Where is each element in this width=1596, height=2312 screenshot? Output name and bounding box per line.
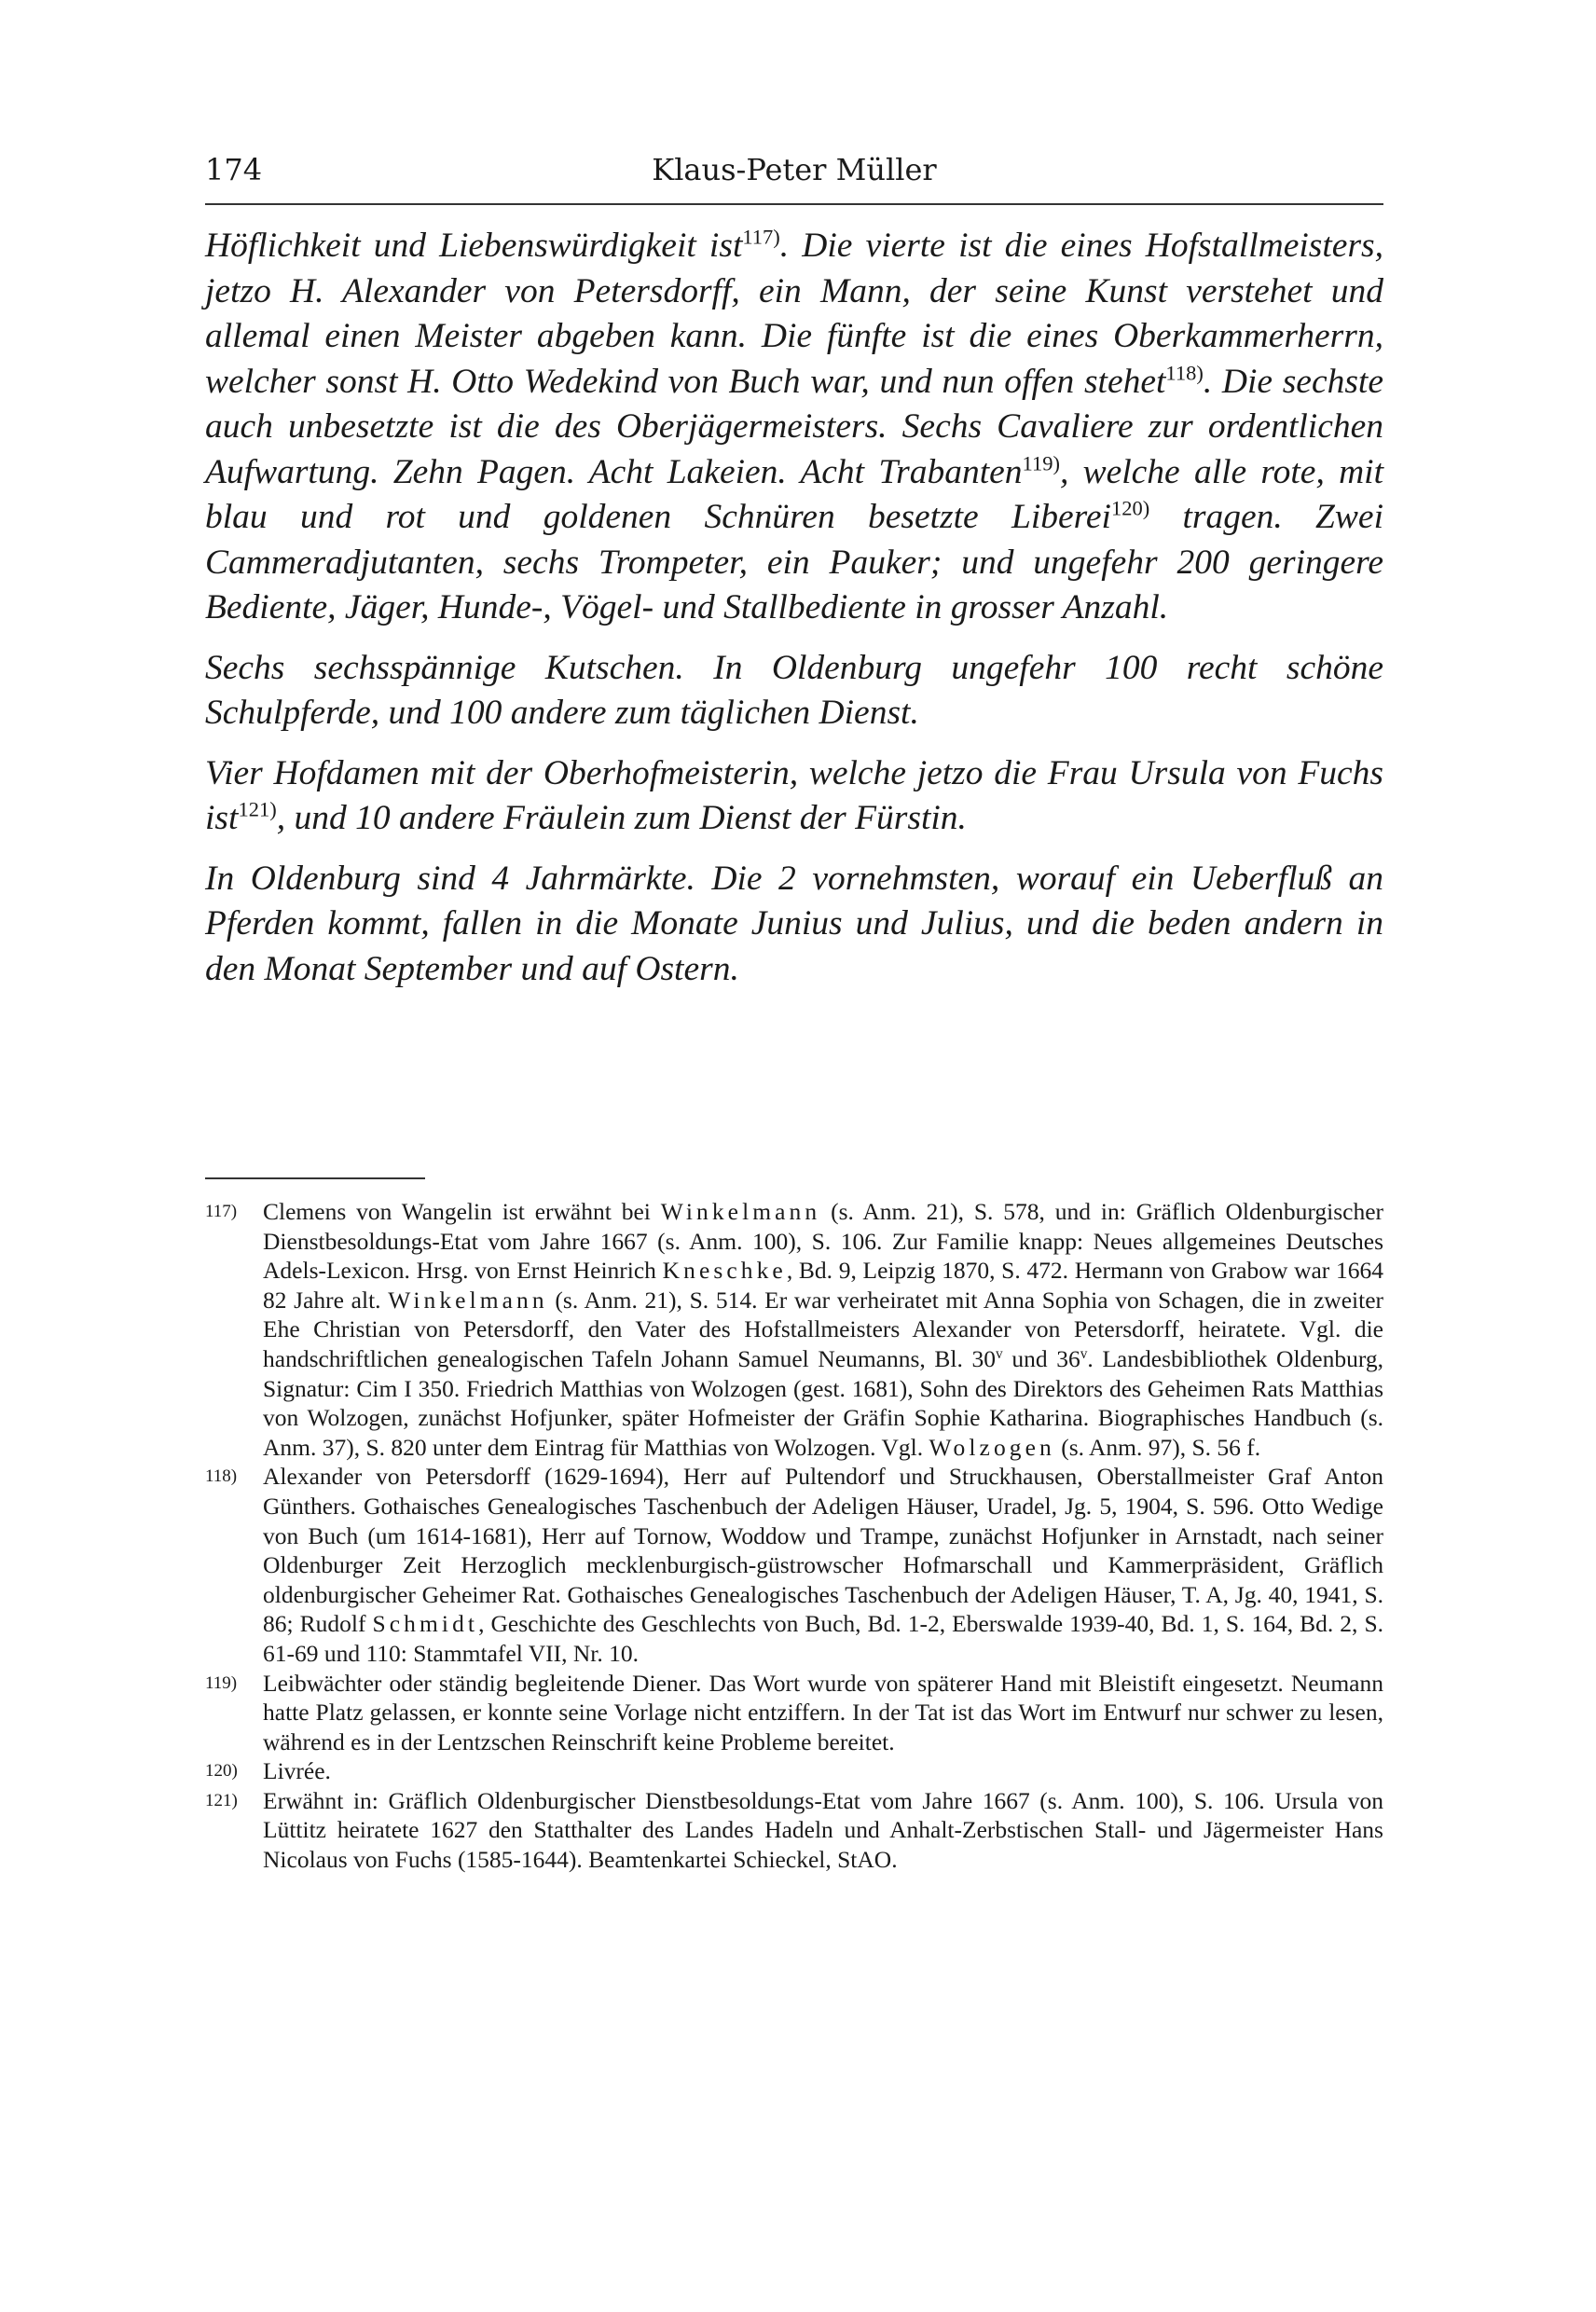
header-rule xyxy=(205,203,1383,205)
spaced-name: Winkelmann xyxy=(660,1198,821,1225)
running-head-author: Klaus-Peter Müller xyxy=(652,152,937,187)
paragraph-4: In Oldenburg sind 4 Jahrmärkte. Die 2 vornehmsten, worauf ein Ueberfluß an Pferden kommt, fallen in die Monate Junius und Julius, und die beden andern in den Monat September und auf Ostern. xyxy=(205,859,1383,988)
footnote-ref: 119) xyxy=(1022,451,1060,475)
text-run: , welche alle rote, mit blau und rot und goldenen Schnüren besetzte Liberei xyxy=(205,452,1383,536)
footnote-ref: 117) xyxy=(742,225,780,249)
text-run: , Geschichte des Geschlechts von Buch, Bd. 1-2, Eberswalde 1939-40, Bd. 1, S. 164, Bd. 2, S. 61-69 und 110: Stammtafel VII, Nr. 10. xyxy=(263,1610,1384,1667)
text-run: . Die sechste auch unbesetzte ist die des Oberjägermeisters. Sechs Cavaliere zur ordentlichen Aufwartung. Zehn Pagen. Acht Lakeien. Acht Trabanten xyxy=(205,362,1383,491)
page-number: 174 xyxy=(205,152,263,187)
footnote-ref: 118) xyxy=(1165,361,1204,384)
text-run: Vier Hofdamen mit der Oberhofmeisterin, welche jetzo die Frau Ursula von Fuchs ist xyxy=(205,753,1383,837)
footnote-text: Leibwächter oder ständig begleitende Diener. Das Wort wurde von späterer Hand mit Bleistift eingesetzt. Neumann hatte Platz gelassen, er konnte seine Vorlage nicht entziffern. In der Tat ist das Wort im Entwurf nur schwer zu lesen, während es in der Lentzschen Reinschrift keine Probleme bereitet. xyxy=(263,1669,1383,1755)
text-run: (s. Anm. 97), S. 56 f. xyxy=(1054,1433,1261,1461)
spaced-name: Wolzogen xyxy=(929,1433,1055,1461)
footnote-118 xyxy=(205,1462,1383,1668)
main-text xyxy=(205,224,1383,1007)
footnote-ref: 120) xyxy=(1110,496,1150,520)
text-run: . Landesbibliothek Oldenburg, Signatur: Cim I 350. Friedrich Matthias von Wolzogen (gest. 1681), Sohn des Direktors des Geheimen Rats Matthias von Wolzogen, zunächst Hofjunker, später Hofmeister der Gräfin Sophie Katharina. Biographisches Handbuch (s. Anm. 37), S. 820 unter dem Eintrag für Matthias von Wolzogen. Vgl. xyxy=(263,1344,1384,1461)
text-run: . Die vierte ist die eines Hofstallmeisters, jetzo H. Alexander von Petersdorff, ein Mann, der seine Kunst verstehet und allemal einen Meister abgeben kann. Die fünfte ist die eines Oberkammerherrn, welcher sonst H. Otto Wedekind von Buch war, und nun offen stehet xyxy=(205,227,1383,401)
verso-mark: v xyxy=(996,1345,1003,1362)
footnote-rule xyxy=(205,1177,425,1179)
spaced-name: Schmidt xyxy=(372,1610,479,1638)
footnote-119 xyxy=(205,1669,1383,1757)
footnote-number: 118) xyxy=(205,1466,238,1487)
footnote-number: 120) xyxy=(205,1761,238,1782)
text-run: Höflichkeit und Liebenswürdigkeit ist xyxy=(205,227,743,265)
footnotes xyxy=(205,1197,1383,1875)
text-run: , und 10 andere Fräulein zum Dienst der Fürstin. xyxy=(276,799,967,837)
footnote-ref: 121) xyxy=(238,797,277,821)
text-run: Clemens von Wangelin ist erwähnt bei xyxy=(263,1198,661,1225)
footnote-text: Erwähnt in: Gräflich Oldenburgischer Dienstbesoldungs-Etat vom Jahre 1667 (s. Anm. 100), S. 106. Ursula von Lüttitz heiratete 1627 den Statthalter des Landes Hadeln und Anhalt-Zerbstischen Stall- und Jägermeister Hans Nicolaus von Fuchs (1585-1644). Beamtenkartei Schieckel, StAO. xyxy=(263,1786,1383,1874)
text-run: , Bd. 9, Leipzig 1870, S. 472. Hermann von Grabow war 1664 82 Jahre alt. xyxy=(263,1257,1383,1314)
footnote-121 xyxy=(205,1786,1383,1875)
spaced-name: Winkelmann xyxy=(388,1286,548,1314)
paragraph-2: Sechs sechsspännige Kutschen. In Oldenburg ungefehr 100 recht schöne Schulpferde, und 100 andere zum täglichen Dienst. xyxy=(205,648,1383,732)
text-run: Alexander von Petersdorff (1629-1694), Herr auf Pultendorf und Struckhausen, Oberstallmeister Graf Anton Günthers. Gothaisches Genealogisches Taschenbuch der Adeligen Häuser, Uradel, Jg. 5, 1904, S. 596. Otto Wedige von Buch (um 1614-1681), Herr auf Tornow, Woddow und Trampe, zunächst Hofjunker in Arnstadt, nach seiner Oldenburger Zeit Herzoglich mecklenburgisch-güstrowscher Hofmarschall und Kammerpräsident, Gräflich oldenburgischer Geheimer Rat. Gothaisches Genealogisches Taschenbuch der Adeligen Häuser, T. A, Jg. 40, 1941, S. 86; Rudolf xyxy=(263,1463,1383,1638)
footnote-number: 117) xyxy=(205,1202,238,1221)
footnote-number: 119) xyxy=(205,1672,238,1693)
footnote-text: Livrée. xyxy=(263,1757,331,1785)
text-run: (s. Anm. 21), S. 578, und in: Gräflich Oldenburgischer Dienstbesoldungs-Etat vom Jahre 1667 (s. Anm. 100), S. 106. Zur Familie knapp: Neues allgemeines Deutsches Adels-Lexicon. Hrsg. von Ernst Heinrich xyxy=(263,1198,1384,1285)
paragraph-3 xyxy=(205,751,1383,842)
spaced-name: Kneschke xyxy=(662,1257,787,1285)
text-run: und 36 xyxy=(1002,1344,1080,1372)
text-run: tragen. Zwei Cammeradjutanten, sechs Trompeter, ein Pauker; und ungefehr 200 geringere Bediente, Jäger, Hunde-, Vögel- und Stallbediente in grosser Anzahl. xyxy=(205,498,1383,626)
footnote-117 xyxy=(205,1197,1383,1462)
running-head xyxy=(205,152,1383,197)
paragraph-1 xyxy=(205,224,1383,631)
footnote-number: 121) xyxy=(205,1790,238,1810)
verso-mark: v xyxy=(1080,1345,1088,1362)
footnote-120 xyxy=(205,1756,1383,1786)
text-run: (s. Anm. 21), S. 514. Er war verheiratet mit Anna Sophia von Schagen, die in zweiter Ehe Christian von Petersdorff, den Vater des Hofstallmeisters Alexander von Petersdorff, heiratete. Vgl. die handschriftlichen genealogischen Tafeln Johann Samuel Neumanns, Bl. 30 xyxy=(263,1286,1383,1372)
